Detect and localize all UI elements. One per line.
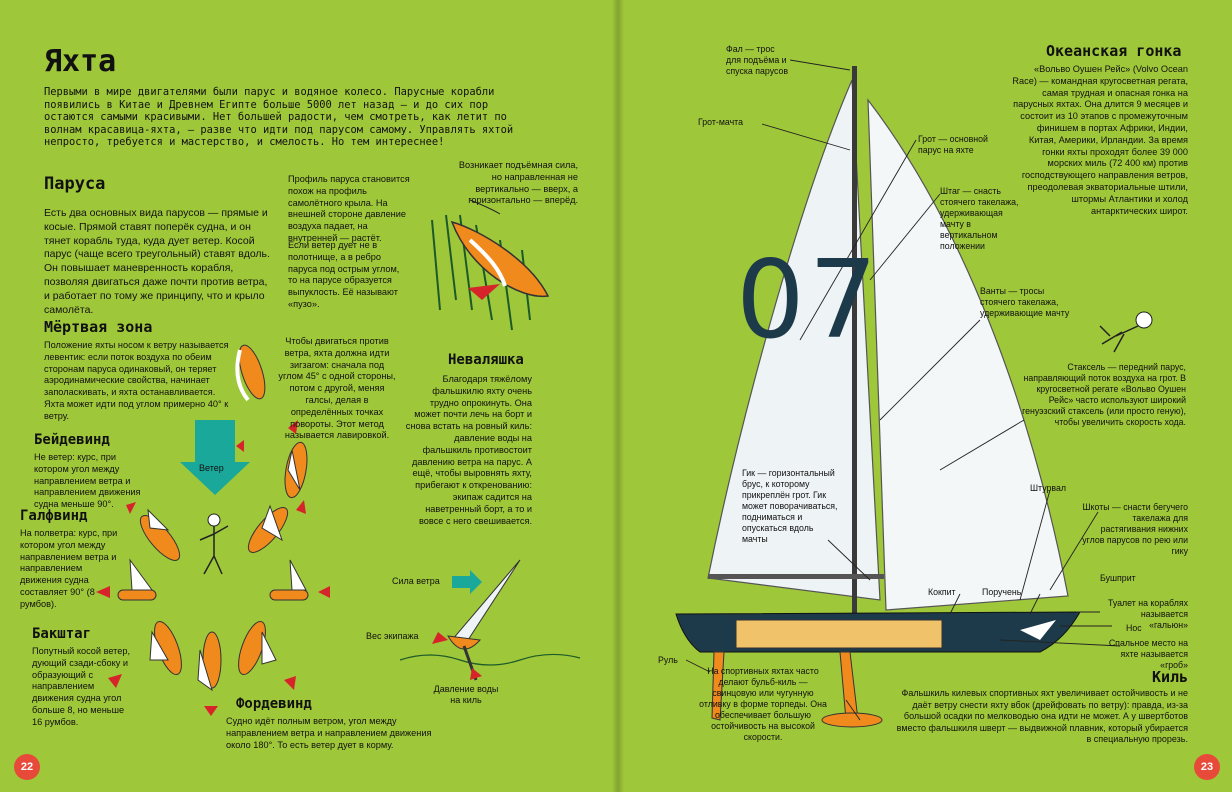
race-text: «Вольво Оушен Рейс» (Volvo Ocean Race) — командная кругосветная регата, самая трудная и опасная гонка на парусных яхтах. Она длится 9 месяцев и состоит из 10 этапов с промежуточным финишем в портах Африки, Индии, Китая, Америки, Ирландии. За время гонки яхты проходят более 39 000 морских миль (72 400 км) против господствующего направления ветров, преодолевая экваториальные штили, штормы Атлантики и холод антарктических широт. xyxy=(1012,64,1188,216)
lift-text: Возникает подъёмная сила, но направленная не вертикально — вверх, а горизонтально — вперёд. xyxy=(458,160,578,206)
keel-heading: Киль xyxy=(1152,668,1189,686)
dead-zone-heading: Мёртвая зона xyxy=(44,318,153,336)
rudder-label: Руль xyxy=(658,655,678,665)
mainsail-label: Грот — основной парус на яхте xyxy=(918,134,988,155)
crew-weight-label: Вес экипажа xyxy=(366,631,419,641)
sheets-label: Шкоты — снасти бегучего такелажа для растягивания нижних углов парусов по рею или гику xyxy=(1082,502,1188,556)
galfwind-heading: Галфвинд xyxy=(20,508,88,524)
page-number-left: 22 xyxy=(14,754,40,780)
stay-label: Штаг — снасть стоячего такелажа, удерживающая мачту в вертикальном положении xyxy=(940,186,1019,251)
fordewind-heading: Фордевинд xyxy=(236,696,312,712)
shrouds-label: Ванты — тросы стоячего такелажа, удерживающие мачту xyxy=(980,286,1070,318)
beidewind-text: Не ветер: курс, при котором угол между направлением ветра и направлением движения судна меньше 90°. xyxy=(34,452,141,510)
dead-zone-text: Положение яхты носом к ветру называется левентик: если поток воздуха по обеим сторонам паруса одинаковый, он теряет аэродинамические свойства, начинает заполаскивать, и яхта останавливается. Яхта может идти под углом примерно 40° к ветру. xyxy=(44,340,229,421)
bowsprit-label: Бушприт xyxy=(1100,573,1136,583)
sails-heading: Паруса xyxy=(44,174,106,194)
toilet-label: Туалет на кораблях называется «гальюн» xyxy=(1107,598,1188,630)
profile-text: Профиль паруса становится похож на профиль самолётного крыла. На внешней стороне давление воздуха падает, на внутренней — растёт. xyxy=(288,174,410,243)
keel-text: Фальшкиль килевых спортивных яхт увеличивает остойчивость и не даёт ветру снести яхту вбок (дрейфовать по ветру): правда, из-за большой осадки по мелководью она идти не может. А у швертботов вместо фальшкиля шверт — выдвижной плавник, который убирается в специальную прорезь. xyxy=(896,688,1188,745)
staysail-label: Стаксель — передний парус, направляющий поток воздуха на грот. В кругосветной регате «Вольво Оушен Рейс» часто используют широкий генуэзский стаксель (или просто геную), чтобы увеличить скорость хода. xyxy=(1022,362,1186,427)
bakshtag-text: Попутный косой ветер, дующий сзади-сбоку и образующий с направлением движения судна угол больше 8, но меньше 16 румбов. xyxy=(32,646,131,727)
sail-number: 07 xyxy=(736,238,882,363)
mainmast-label: Грот-мачта xyxy=(698,117,743,127)
halyard-label: Фал — трос для подъёма и спуска парусов xyxy=(726,44,789,76)
boom-label: Гик — горизонтальный брус, к которому прикреплён грот. Гик может поворачиваться, подниматься и опускаться вдоль мачты xyxy=(742,468,838,544)
fordewind-text: Судно идёт полным ветром, угол между направлением ветра и направлением движения около 180°. То есть ветер дует в корму. xyxy=(226,716,432,750)
wind-edge-text: Если ветер дует не в полотнище, а в ребро паруса под острым углом, то на парусе образуется выпуклость. Её называют «пузо». xyxy=(288,240,400,309)
torpedo-text: На спортивных яхтах часто делают бульб-киль — свинцовую или чугунную отливку в форме торпеды. Она обеспечивает большую остойчивость на высокой скорости. xyxy=(699,666,827,742)
bakshtag-heading: Бакштаг xyxy=(32,626,92,642)
helm-label: Штурвал xyxy=(1030,483,1066,493)
wind-label: Ветер xyxy=(199,463,224,473)
water-pressure-label: Давление воды на киль xyxy=(433,684,499,705)
cockpit-label: Кокпит xyxy=(928,587,956,597)
sails-text: Есть два основных вида парусов — прямые и косые. Прямой ставят поперёк судна, и он тянет корабль туда, куда дует ветер. Косой парус (чаще всего треугольный) ставят вдоль. Он повышает маневренность корабля, позволяя двигаться даже почти против ветра, и работает по тому же принципу, что и крыло самолёта. xyxy=(44,207,270,316)
page-title: Яхта xyxy=(44,44,117,79)
nevalyashka-heading: Неваляшка xyxy=(448,352,524,368)
nevalyashka-text: Благодаря тяжёлому фальшкилю яхту очень трудно опрокинуть. Она может почти лечь на борт и снова встать на ровный киль: давление воды на фальшкиль противостоит давлению ветра на парус. А ещё, чтобы выровнять яхту, прибегают к откренованию: экипаж садится на наветренный борт, а то и вовсе с него свешивается. xyxy=(405,374,532,526)
bow-label: Нос xyxy=(1126,623,1142,633)
tack-text: Чтобы двигаться против ветра, яхта должна идти зигзагом: сначала под углом 45° с одной стороны, потом с другой, меняя галсы, делая в определённых точках повороты. Этот метод называется лавировкой. xyxy=(278,336,396,441)
berth-label: Спальное место на яхте называется «гроб» xyxy=(1108,638,1188,670)
wind-force-label: Сила ветра xyxy=(392,576,440,586)
book-gutter xyxy=(612,0,624,792)
page-number-right: 23 xyxy=(1194,754,1220,780)
railing-label: Поручень xyxy=(982,587,1022,597)
galfwind-text: На полветра: курс, при котором угол между направлением ветра и направлением движения судна составляет 90° (8 румбов). xyxy=(20,528,118,609)
race-heading: Океанская гонка xyxy=(1046,42,1182,60)
intro-text: Первыми в мире двигателями были парус и водяное колесо. Парусные корабли появились в Китае и Древнем Египте больше 5000 лет назад — и до сих пор остаются самыми красивыми. Нет большей радости, чем смотреть, как летит по волнам красавица-яхта, — разве что идти под парусом самому. Управлять яхтой непросто, требуется и мастерство, и смелость. Но тем интереснее! xyxy=(44,86,514,149)
beidewind-heading: Бейдевинд xyxy=(34,432,110,448)
sail-profile-diagram xyxy=(432,200,548,330)
